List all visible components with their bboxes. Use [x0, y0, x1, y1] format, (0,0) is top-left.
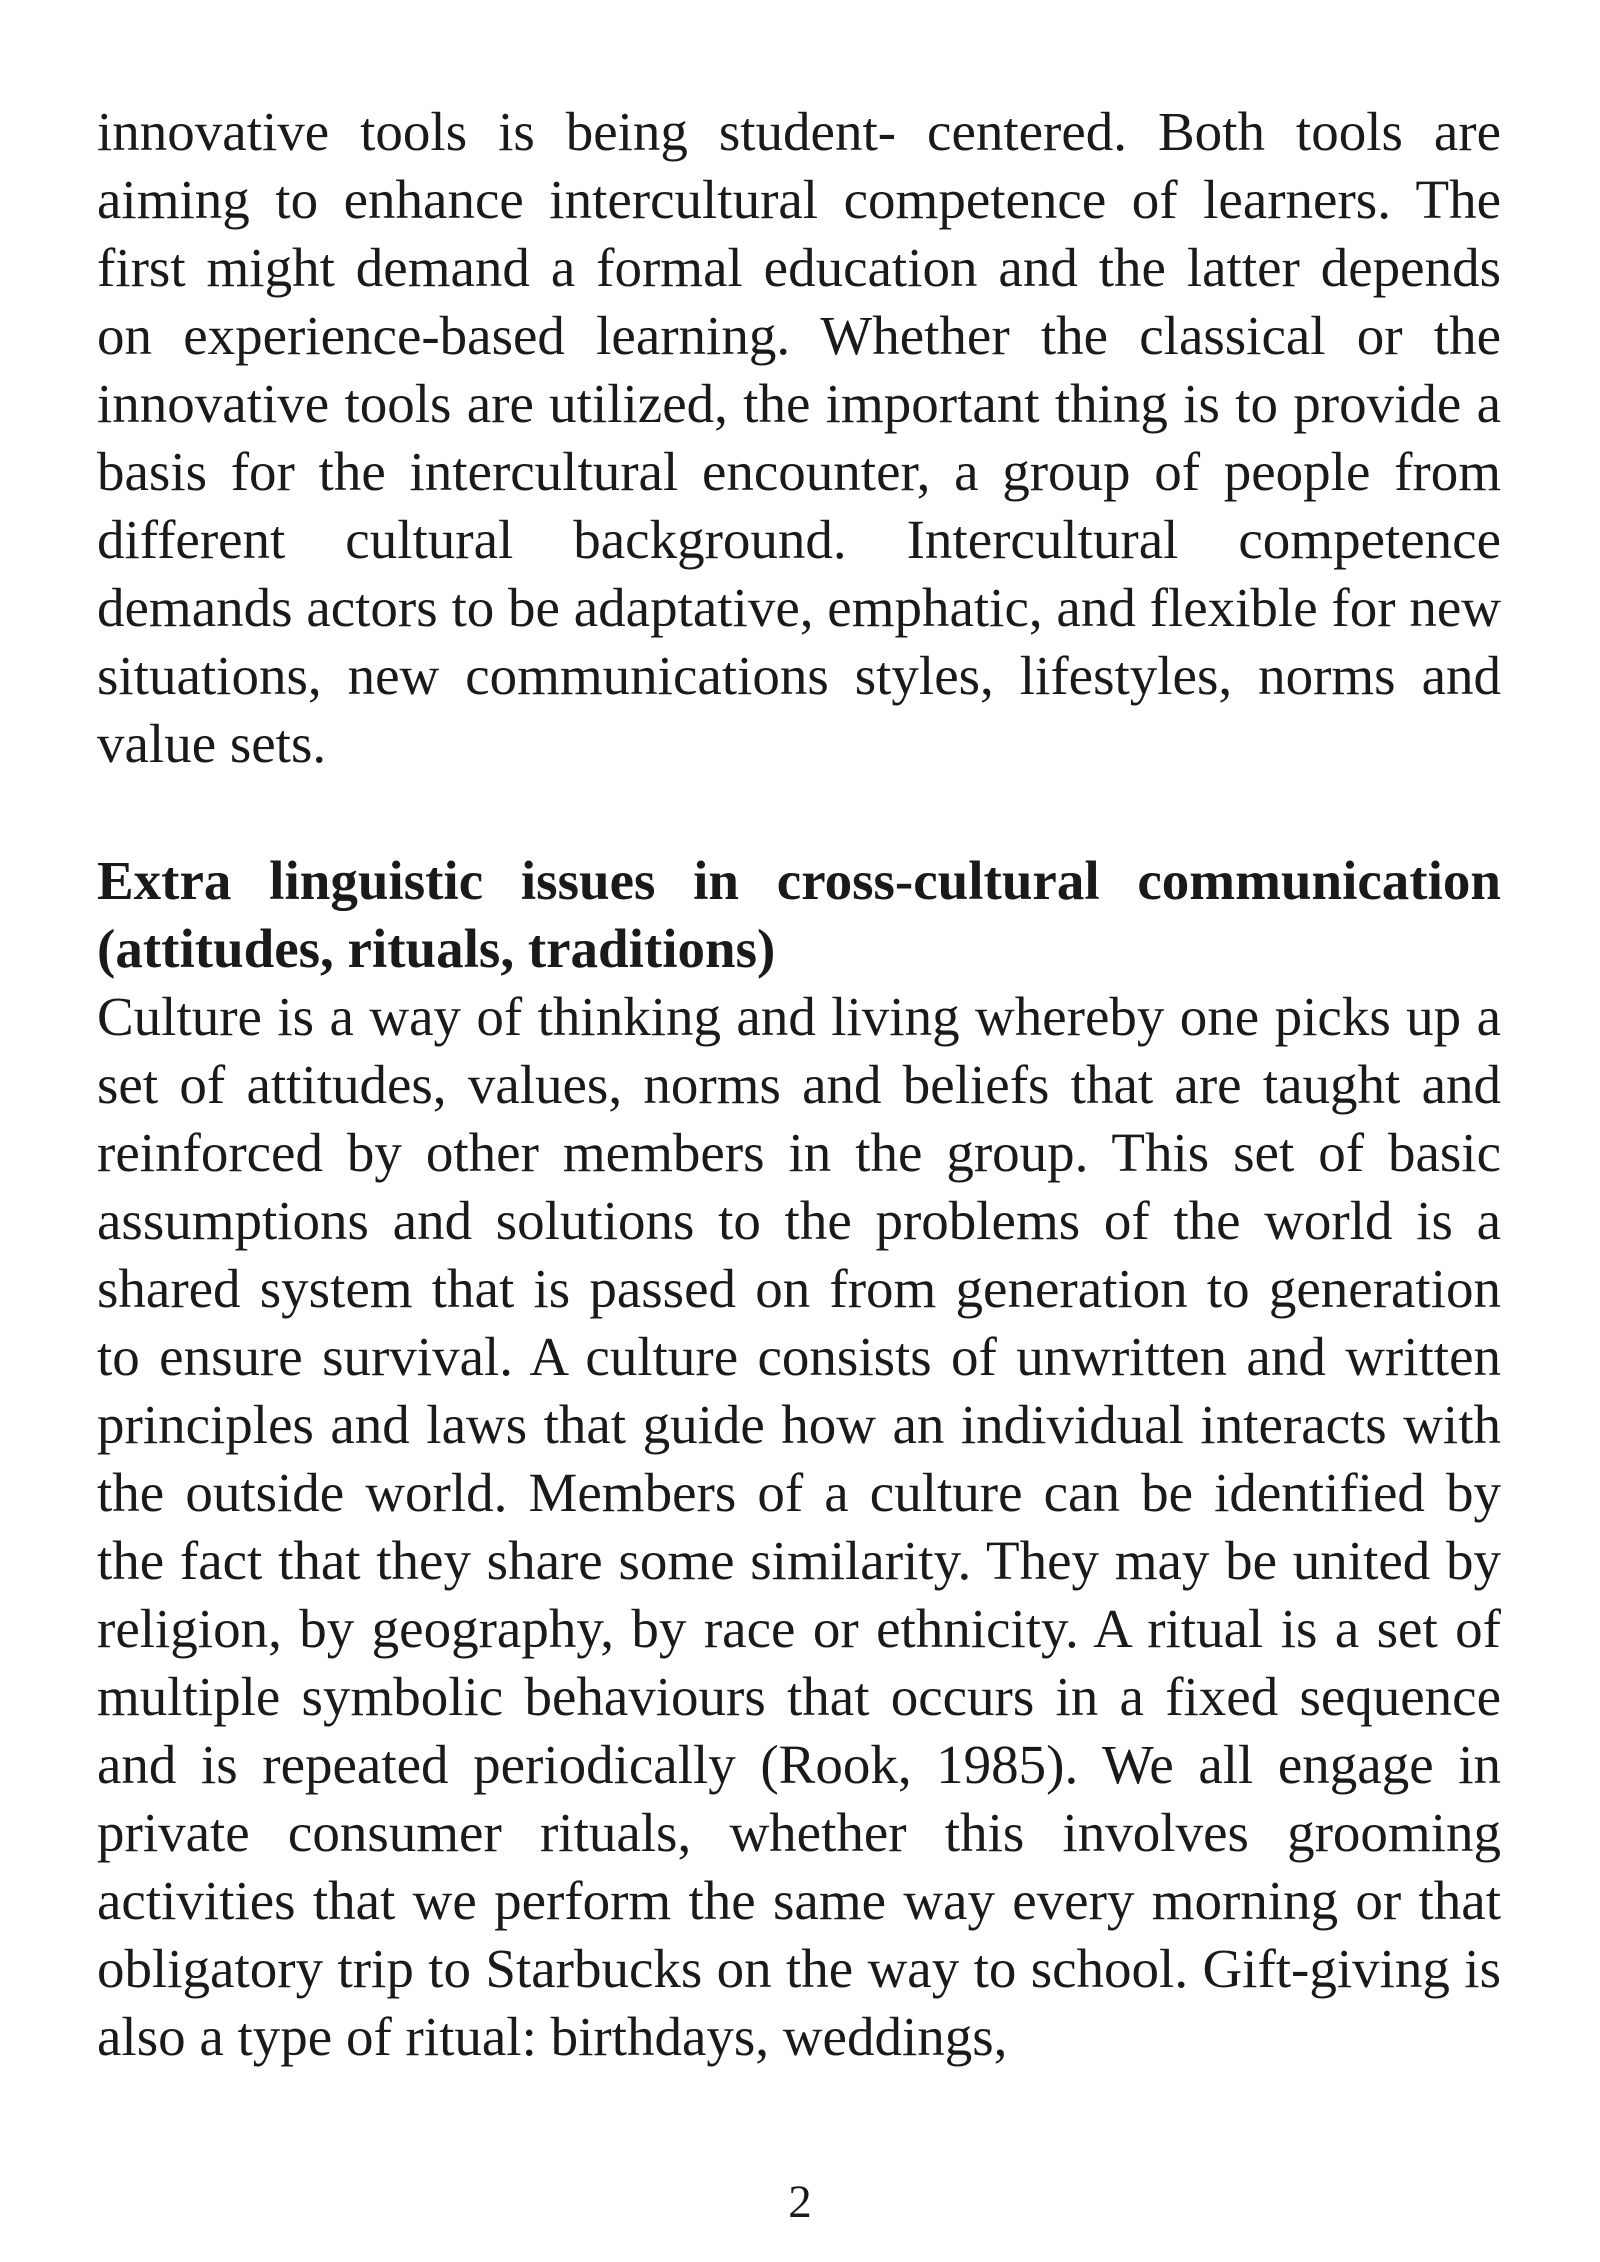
body-paragraph-culture-rituals: Culture is a way of thinking and living whereby one picks up a set of attitudes, values, norms and beliefs that are taught and reinforced by other members in the group. This set of basic assumptions and solutions to the problems of the world is a shared system that is passed on from generation to generation to ensure survival. A culture consists of unwritten and written principles and laws that guide how an individual interacts with the outside world. Members of a culture can be identified by the fact that they share some similarity. They may be united by religion, by geography, by race or ethnicity. A ritual is a set of multiple symbolic behaviours that occurs in a fixed sequence and is repeated periodically (Rook, 1985). We all engage in private consumer rituals, whether this involves grooming activities that we perform the same way every morning or that obligatory trip to Starbucks on the way to school. Gift-giving is also a type of ritual: birthdays, weddings, — [97, 986, 1501, 2067]
section-heading: Extra linguistic issues in cross-cultural communication (attitudes, rituals, traditions) — [97, 850, 1501, 979]
page-number: 2 — [788, 2176, 812, 2228]
body-paragraph-intercultural-tools: innovative tools is being student- centered. Both tools are aiming to enhance intercultural competence of learners. The first might demand a formal education and the latter depends on experience-based learning. Whether the classical or the innovative tools are utilized, the important thing is to provide a basis for the intercultural encounter, a group of people from different cultural background. Intercultural competence demands actors to be adaptative, emphatic, and flexible for new situations, new communications styles, lifestyles, norms and value sets. — [97, 101, 1501, 774]
